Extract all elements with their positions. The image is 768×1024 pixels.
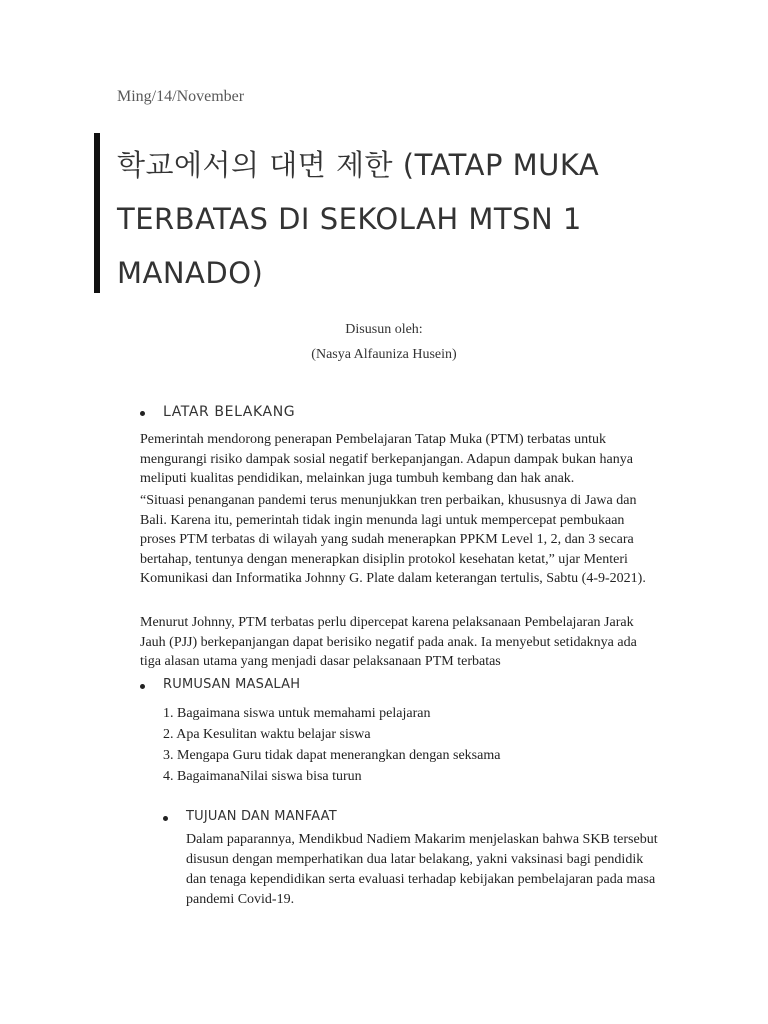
author-label: Disusun oleh: <box>345 322 423 337</box>
list-item: 1. Bagaimana siswa untuk memahami pelajaran <box>163 706 431 721</box>
section-heading-rumusan-masalah: RUMUSAN MASALAH <box>163 677 301 692</box>
section-heading-latar-belakang: LATAR BELAKANG <box>163 404 296 420</box>
document-date: Ming/14/November <box>117 88 245 105</box>
bullet-icon <box>163 816 168 821</box>
paragraph: Pemerintah mendorong penerapan Pembelajaran Tatap Muka (PTM) terbatas untuk mengurangi risiko dampak sosial negatif berkepanjangan. Adapun dampak bukan hanya meliputi kualitas pendidikan, melainkan juga tumbuh kembang dan hak anak. <box>140 432 633 486</box>
bullet-icon <box>140 684 145 689</box>
paragraph: Menurut Johnny, PTM terbatas perlu dipercepat karena pelaksanaan Pembelajaran Jarak Jauh (PJJ) berkepanjangan dapat berisiko negatif pada anak. Ia menyebut setidaknya ada tiga alasan utama yang menjadi dasar pelaksanaan PTM terbatas <box>140 615 637 669</box>
paragraph: “Situasi penanganan pandemi terus menunjukkan tren perbaikan, khususnya di Jawa dan Bali. Karena itu, pemerintah tidak ingin menunda lagi untuk mempercepat pembukaan proses PTM terbatas di wilayah yang sudah menerapkan PPKM Level 1, 2, dan 3 secara bertahap, tentunya dengan menerapkan disiplin protokol kesehatan ketat,” ujar Menteri Komunikasi dan Informatika Johnny G. Plate dalam keterangan tertulis, Sabtu (4-9-2021). <box>140 493 646 586</box>
section-heading-tujuan-manfaat: TUJUAN DAN MANFAAT <box>186 809 337 824</box>
author-name: (Nasya Alfauniza Husein) <box>311 347 457 362</box>
list-item: 4. BagaimanaNilai siswa bisa turun <box>163 769 362 784</box>
paragraph: Dalam paparannya, Mendikbud Nadiem Makarim menjelaskan bahwa SKB tersebut disusun dengan memperhatikan dua latar belakang, yakni vaksinasi bagi pendidik dan tenaga kependidikan serta evaluasi terhadap kebijakan pembelajaran pada masa pandemi Covid-19. <box>186 832 658 907</box>
bullet-icon <box>140 411 145 416</box>
document-title: 학교에서의 대면 제한 (TATAP MUKA TERBATAS DI SEKOLAH MTSN 1 MANADO) <box>117 148 600 290</box>
problem-list <box>163 703 500 787</box>
list-item: 2. Apa Kesulitan waktu belajar siswa <box>163 727 371 742</box>
title-accent-bar <box>94 133 100 293</box>
list-item: 3. Mengapa Guru tidak dapat menerangkan dengan seksama <box>163 748 501 763</box>
